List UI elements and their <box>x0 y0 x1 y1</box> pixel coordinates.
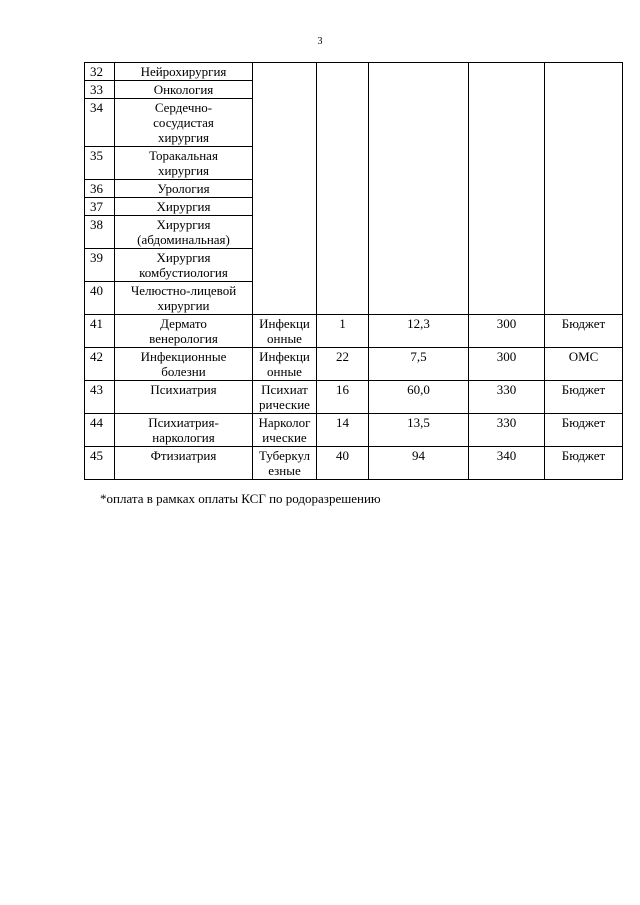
empty-merged-cell <box>469 63 545 315</box>
bed-count: 16 <box>317 381 369 414</box>
row-number: 38 <box>85 216 115 249</box>
row-number: 37 <box>85 198 115 216</box>
value-cell: 12,3 <box>369 315 469 348</box>
profile-name: Дермато венерология <box>115 315 253 348</box>
data-table <box>84 62 623 480</box>
table-row <box>85 348 623 381</box>
table-row <box>85 447 623 480</box>
profile-name: Фтизиатрия <box>115 447 253 480</box>
bed-count: 14 <box>317 414 369 447</box>
bed-profile: Инфекци онные <box>253 315 317 348</box>
funding-source: Бюджет <box>545 315 623 348</box>
value-cell: 7,5 <box>369 348 469 381</box>
table-row <box>85 381 623 414</box>
table-row <box>85 315 623 348</box>
profile-name: Инфекционные болезни <box>115 348 253 381</box>
empty-merged-cell <box>317 63 369 315</box>
profile-name: Сердечно- сосудистая хирургия <box>115 99 253 147</box>
value-cell: 94 <box>369 447 469 480</box>
bed-count: 1 <box>317 315 369 348</box>
row-number: 42 <box>85 348 115 381</box>
value-cell: 13,5 <box>369 414 469 447</box>
funding-source: Бюджет <box>545 381 623 414</box>
profile-name: Хирургия комбустиология <box>115 249 253 282</box>
row-number: 36 <box>85 180 115 198</box>
profile-name: Нейрохирургия <box>115 63 253 81</box>
footnote: *оплата в рамках оплаты КСГ по родоразрешению <box>100 491 381 506</box>
row-number: 43 <box>85 381 115 414</box>
funding-source: ОМС <box>545 348 623 381</box>
profile-name: Онкология <box>115 81 253 99</box>
row-number: 40 <box>85 282 115 315</box>
norm-cell: 340 <box>469 447 545 480</box>
bed-count: 22 <box>317 348 369 381</box>
bed-profile: Инфекци онные <box>253 348 317 381</box>
row-number: 45 <box>85 447 115 480</box>
row-number: 34 <box>85 99 115 147</box>
profile-name: Челюстно-лицевой хирургии <box>115 282 253 315</box>
table-row <box>85 63 623 81</box>
row-number: 32 <box>85 63 115 81</box>
bed-count: 40 <box>317 447 369 480</box>
empty-merged-cell <box>545 63 623 315</box>
bed-profile: Нарколог ические <box>253 414 317 447</box>
page-number: 3 <box>317 36 323 47</box>
bed-profile: Туберкул езные <box>253 447 317 480</box>
norm-cell: 300 <box>469 315 545 348</box>
row-number: 41 <box>85 315 115 348</box>
profile-name: Хирургия <box>115 198 253 216</box>
row-number: 35 <box>85 147 115 180</box>
funding-source: Бюджет <box>545 447 623 480</box>
row-number: 33 <box>85 81 115 99</box>
norm-cell: 300 <box>469 348 545 381</box>
profile-name: Урология <box>115 180 253 198</box>
empty-merged-cell <box>369 63 469 315</box>
profile-name: Психиатрия- наркология <box>115 414 253 447</box>
value-cell: 60,0 <box>369 381 469 414</box>
norm-cell: 330 <box>469 414 545 447</box>
norm-cell: 330 <box>469 381 545 414</box>
profile-name: Психиатрия <box>115 381 253 414</box>
bed-profile: Психиат рические <box>253 381 317 414</box>
profile-name: Хирургия (абдоминальная) <box>115 216 253 249</box>
table-row <box>85 414 623 447</box>
funding-source: Бюджет <box>545 414 623 447</box>
empty-merged-cell <box>253 63 317 315</box>
profile-name: Торакальная хирургия <box>115 147 253 180</box>
row-number: 39 <box>85 249 115 282</box>
row-number: 44 <box>85 414 115 447</box>
